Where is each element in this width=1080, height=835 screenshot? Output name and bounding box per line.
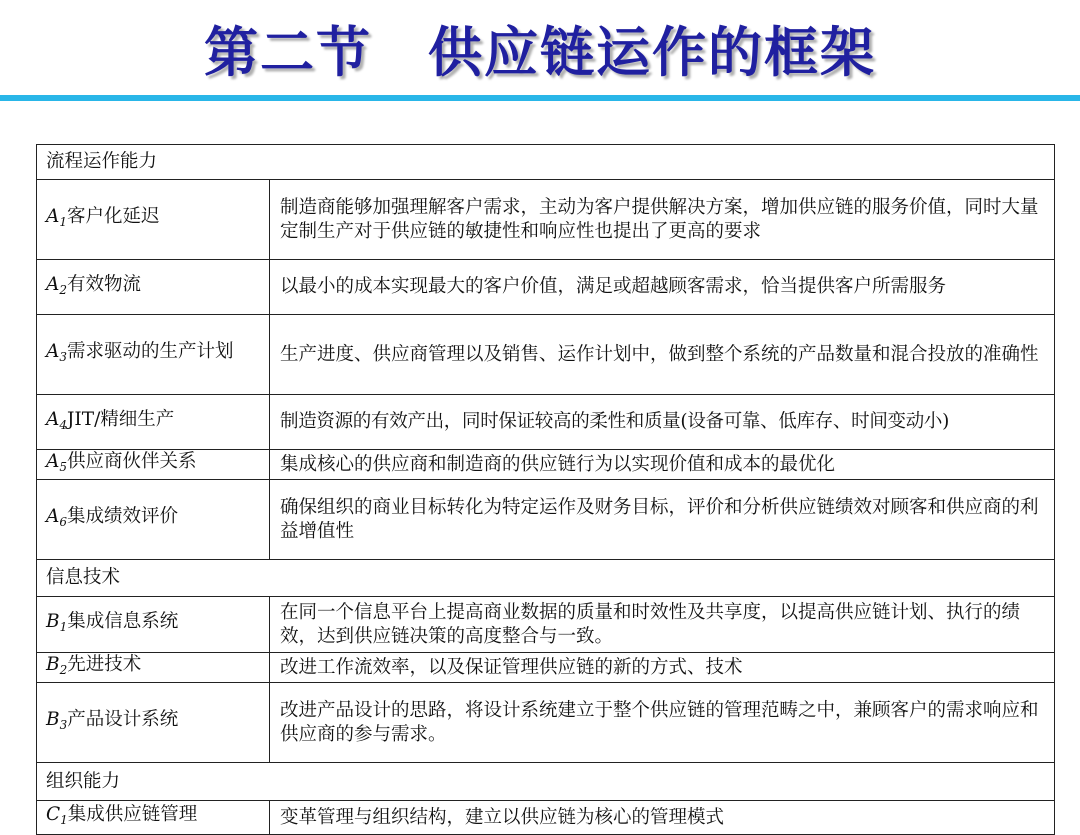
capability-description: 在同一个信息平台上提高商业数据的质量和时效性及共享度，以提高供应链计划、执行的绩效，达到供应链决策的高度整合与一致。 — [270, 597, 1055, 653]
table-row — [37, 180, 1055, 260]
capability-code — [37, 315, 270, 395]
section-row — [37, 560, 1055, 597]
capability-description: 制造资源的有效产出，同时保证较高的柔性和质量(设备可靠、低库存、时间变动小) — [270, 395, 1055, 450]
table-row — [37, 683, 1055, 763]
code-subscript: 2 — [59, 663, 68, 677]
table-row — [37, 450, 1055, 480]
title-divider — [0, 95, 1080, 101]
code-letter: A — [46, 341, 60, 362]
capability-name: 需求驱动的生产计划 — [67, 341, 234, 362]
capability-code — [37, 597, 270, 653]
capability-code — [37, 260, 270, 315]
capability-name: 集成绩效评价 — [67, 506, 179, 527]
code-subscript: 3 — [59, 718, 68, 732]
section-row — [37, 145, 1055, 180]
code-letter: C — [46, 804, 61, 825]
capability-table — [36, 144, 1055, 835]
capability-description: 集成核心的供应商和制造商的供应链行为以实现价值和成本的最优化 — [270, 450, 1055, 480]
capability-name: 有效物流 — [67, 273, 142, 295]
section-row — [37, 763, 1055, 801]
capability-description: 改进工作流效率，以及保证管理供应链的新的方式、技术 — [270, 653, 1055, 683]
code-letter: A — [46, 273, 60, 295]
capability-name: 客户化延迟 — [67, 206, 160, 227]
code-subscript: 4 — [59, 417, 68, 432]
capability-name: 产品设计系统 — [67, 709, 179, 730]
table-row — [37, 653, 1055, 683]
code-subscript: 1 — [59, 620, 68, 634]
table-row — [37, 395, 1055, 450]
table-row — [37, 260, 1055, 315]
capability-description: 生产进度、供应商管理以及销售、运作计划中，做到整个系统的产品数量和混合投放的准确性 — [270, 315, 1055, 395]
table-row — [37, 315, 1055, 395]
code-letter: A — [46, 506, 60, 527]
table-row — [37, 801, 1055, 835]
code-subscript: 5 — [59, 460, 68, 474]
capability-code — [37, 450, 270, 480]
capability-code — [37, 683, 270, 763]
code-subscript: 2 — [59, 282, 68, 297]
capability-name: 先进技术 — [67, 654, 142, 675]
code-subscript: 1 — [59, 215, 68, 229]
section-title: 流程运作能力 — [37, 145, 1055, 180]
code-letter: A — [46, 206, 60, 227]
section-title: 组织能力 — [37, 763, 1055, 801]
capability-code — [37, 653, 270, 683]
page-title: 第二节 供应链运作的框架 — [204, 21, 876, 84]
code-letter: B — [46, 709, 60, 730]
code-subscript: 1 — [60, 813, 68, 827]
capability-name: 集成信息系统 — [67, 611, 179, 632]
code-subscript: 3 — [59, 350, 68, 364]
capability-code — [37, 180, 270, 260]
capability-code — [37, 480, 270, 560]
capability-description: 确保组织的商业目标转化为特定运作及财务目标，评价和分析供应链绩效对顾客和供应商的利益增值性 — [270, 480, 1055, 560]
code-letter: B — [46, 611, 60, 632]
capability-code — [37, 801, 270, 835]
capability-name: 集成供应链管理 — [67, 804, 198, 825]
code-letter: B — [46, 654, 60, 675]
capability-description: 制造商能够加强理解客户需求，主动为客户提供解决方案，增加供应链的服务价值，同时大量定制生产对于供应链的敏捷性和响应性也提出了更高的要求 — [270, 180, 1055, 260]
capability-description: 改进产品设计的思路，将设计系统建立于整个供应链的管理范畴之中，兼顾客户的需求响应和供应商的参与需求。 — [270, 683, 1055, 763]
code-letter: A — [46, 451, 60, 472]
code-subscript: 6 — [59, 515, 68, 529]
capability-description: 变革管理与组织结构，建立以供应链为核心的管理模式 — [270, 801, 1055, 835]
capability-name: 供应商伙伴关系 — [67, 451, 197, 472]
code-letter: A — [46, 408, 60, 430]
table-row — [37, 597, 1055, 653]
capability-code — [37, 395, 270, 450]
capability-description: 以最小的成本实现最大的客户价值，满足或超越顾客需求，恰当提供客户所需服务 — [270, 260, 1055, 315]
capability-name: JIT/精细生产 — [67, 408, 175, 430]
table-row — [37, 480, 1055, 560]
section-title: 信息技术 — [37, 560, 1055, 597]
